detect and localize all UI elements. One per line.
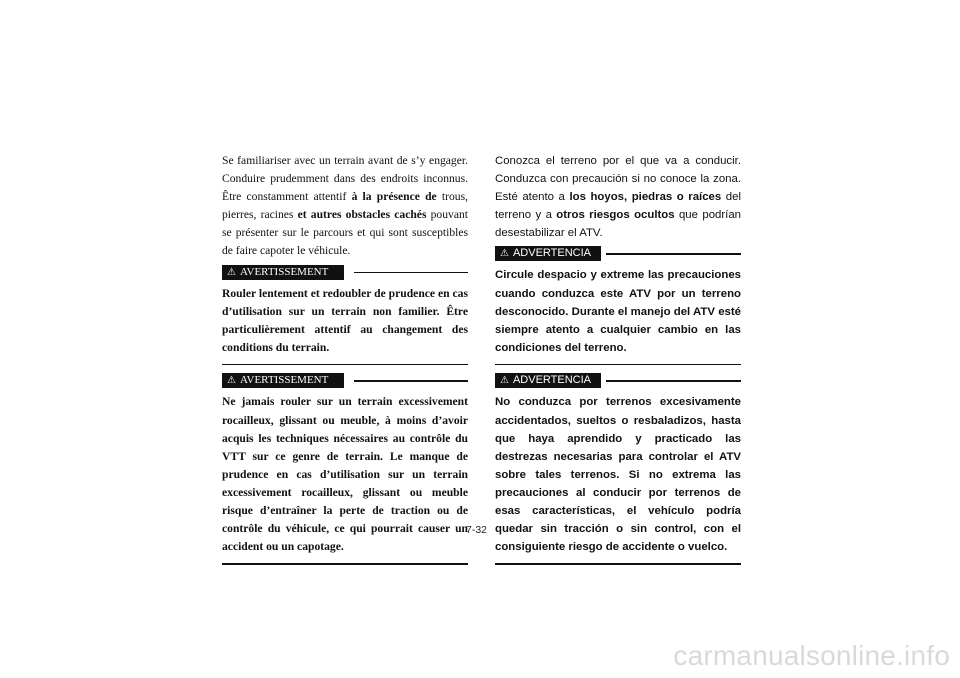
warning-label: ADVERTENCIA: [512, 374, 592, 387]
warning-end-rule: [495, 563, 741, 565]
warning-label: AVERTISSEMENT: [239, 374, 329, 387]
warning-end-rule: [222, 563, 468, 565]
warning-label: ADVERTENCIA: [512, 247, 592, 260]
warning-header-line: [354, 272, 468, 274]
warning-header: [495, 244, 741, 266]
spanish-column: [495, 152, 741, 571]
french-intro-paragraph: Se familiariser avec un terrain avant de s’y engager. Conduire prudemment dans des endroits inconnus. Être constamment attentif à la présence de trous, pierres, racines et autres obstacles cachés pouvant se présenter sur le parcours et qui sont susceptibles de faire capoter le véhicule.: [222, 154, 468, 258]
warning-text: Ne jamais rouler sur un terrain excessivement rocailleux, glissant ou meuble, à moins d’avoir acquis les techniques nécessaires au contrôle du VTT sur ce genre de terrain. Le manque de prudence en cas d’utilisation sur un terrain excessivement rocailleux, glissant ou meuble risque d’entraîner la perte de traction ou de contrôle du véhicule, ce qui pourrait causer un accident ou un capotage.: [222, 395, 468, 554]
french-column: [222, 152, 468, 571]
spanish-intro-paragraph: Conozca el terreno por el que va a conducir. Conduzca con precaución si no conoce la zona. Esté atento a los hoyos, piedras o raíces del terreno y a otros riesgos ocultos que podrían desestabilizar el ATV.: [495, 155, 741, 240]
watermark: carmanualsonline.info: [673, 640, 950, 671]
warning-badge: [222, 373, 344, 388]
warning-end-rule: [222, 364, 468, 366]
warning-header-line: [606, 380, 741, 382]
warning-triangle-icon: ⚠: [500, 375, 509, 387]
warning-triangle-icon: ⚠: [227, 266, 236, 278]
warning-header: [495, 371, 741, 393]
warning-text: Rouler lentement et redoubler de prudence en cas d’utilisation sur un terrain non familier. Être particulièrement attentif au changement des conditions du terrain.: [222, 286, 468, 354]
warning-badge: [495, 246, 601, 261]
page-number: 7-32: [466, 524, 488, 536]
warning-triangle-icon: ⚠: [227, 375, 236, 387]
warning-text: Circule despacio y extreme las precauciones cuando conduzca este ATV por un terreno desconocido. Durante el manejo del ATV esté siempre atento a cualquier cambio en las condiciones del terreno.: [495, 269, 741, 354]
warning-end-rule: [495, 364, 741, 366]
warning-label: AVERTISSEMENT: [239, 265, 329, 278]
warning-header: [222, 263, 468, 285]
warning-header-line: [606, 253, 741, 255]
warning-text: No conduzca por terrenos excesivamente accidentados, sueltos o resbaladizos, hasta que haya aprendido y practicado las destrezas necesarias para controlar el ATV sobre tales terrenos. Si no extrema las precauciones al conducir por terrenos de esas características, el vehículo podría quedar sin tracción o sin control, con el consiguiente riesgo de accidente o vuelco.: [495, 396, 741, 554]
warning-header-line: [354, 380, 468, 382]
warning-badge: [222, 265, 344, 280]
warning-header: [222, 371, 468, 393]
warning-badge: [495, 373, 601, 388]
warning-triangle-icon: ⚠: [500, 248, 509, 260]
